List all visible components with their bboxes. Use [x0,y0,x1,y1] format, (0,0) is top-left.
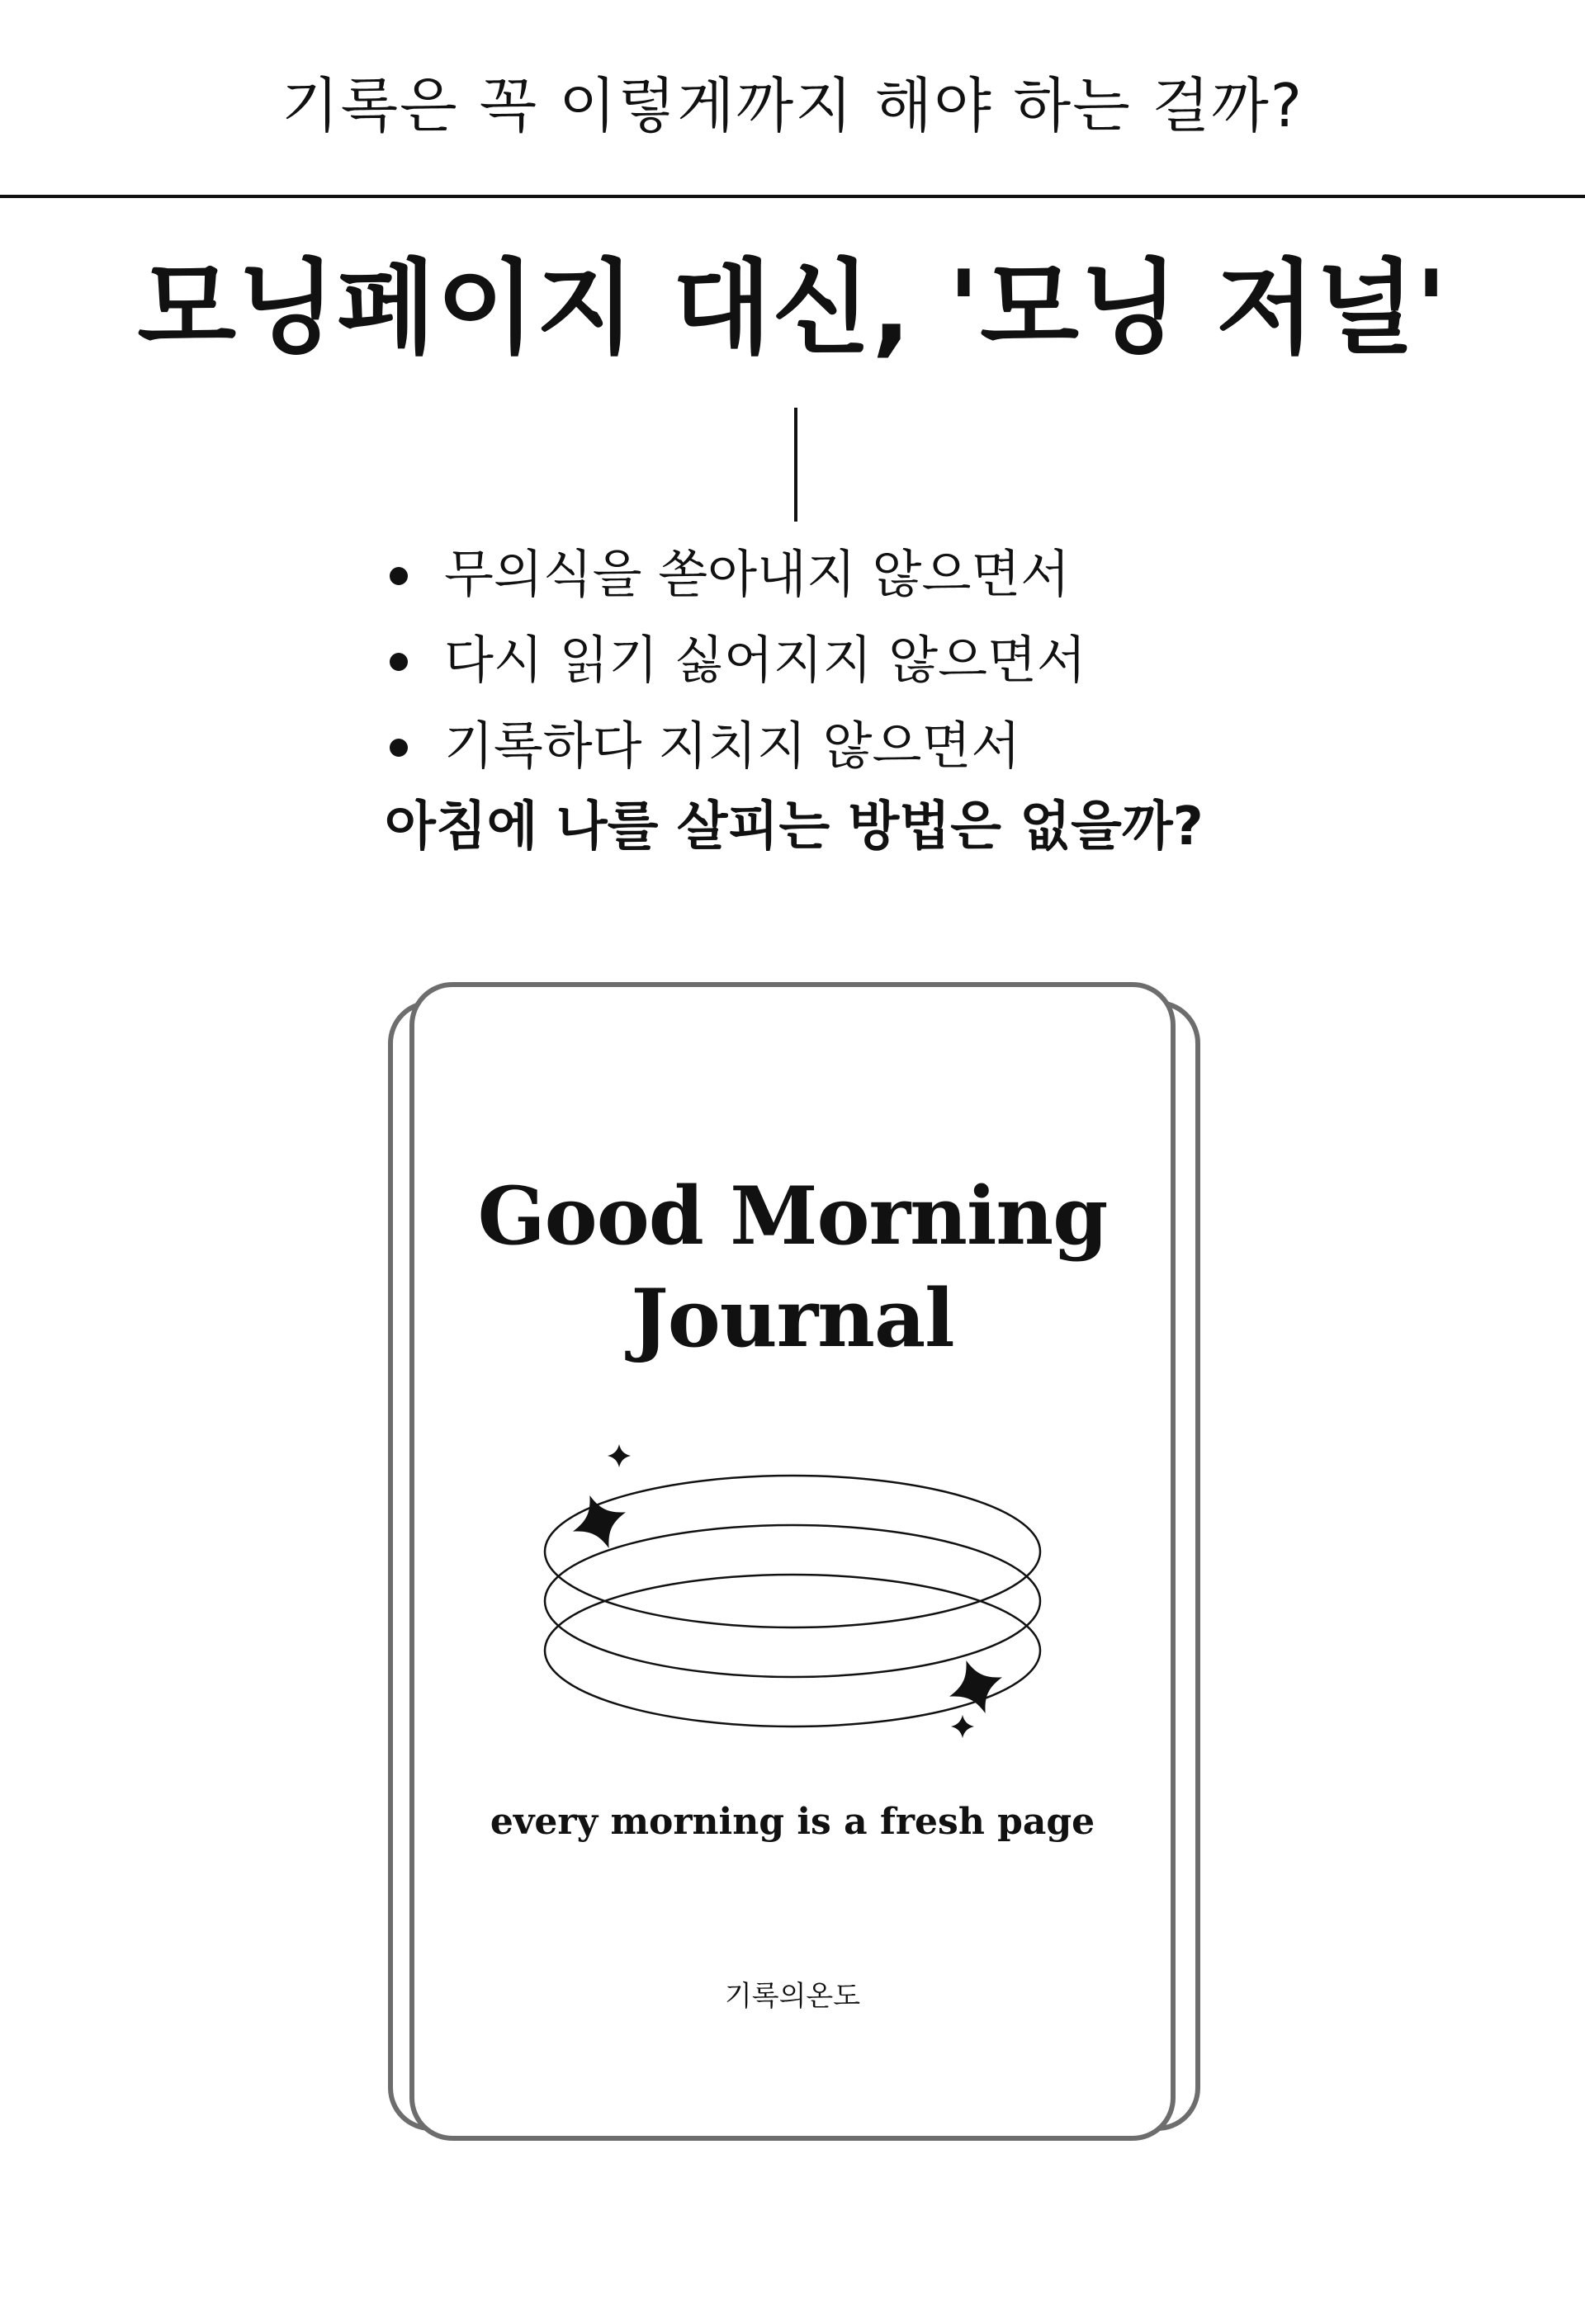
vertical-connector-line [794,408,797,522]
bullet-text: 무의식을 쏟아내지 않으면서 [444,544,1071,604]
top-question: 기록은 꼭 이렇게까지 해야 하는 걸까? [282,71,1303,140]
closing-question: 아침에 나를 살피는 방법은 없을까? [385,796,1204,857]
book-title-line-2: Journal [631,1272,954,1365]
sparkle-large-bottom-icon [939,1651,1011,1722]
bullet-list [385,545,1086,802]
list-item [385,716,1086,802]
ring-bottom [545,1575,1040,1726]
bullet-icon [390,739,408,757]
bullet-text: 기록하다 지치지 않으면서 [444,716,1021,776]
bullet-icon [390,567,408,585]
sparkle-small-top-icon [608,1444,631,1467]
rings-with-sparkles-icon [528,1419,1057,1766]
ring-top [545,1476,1040,1627]
list-item [385,545,1086,631]
book-title [0,1165,1585,1370]
bullet-text: 다시 읽기 싫어지지 않으면서 [444,630,1086,690]
header-divider [0,195,1585,198]
sparkle-small-bottom-icon [951,1715,974,1738]
book-tagline: every morning is a fresh page [490,1801,1095,1843]
book-title-line-1: Good Morning [477,1169,1108,1263]
book-brand: 기록의온도 [724,1980,861,2013]
list-item [385,631,1086,716]
bullet-icon [390,653,408,671]
page-title: 모닝페이지 대신, '모닝 저널' [137,249,1448,368]
ring-middle [545,1525,1040,1677]
